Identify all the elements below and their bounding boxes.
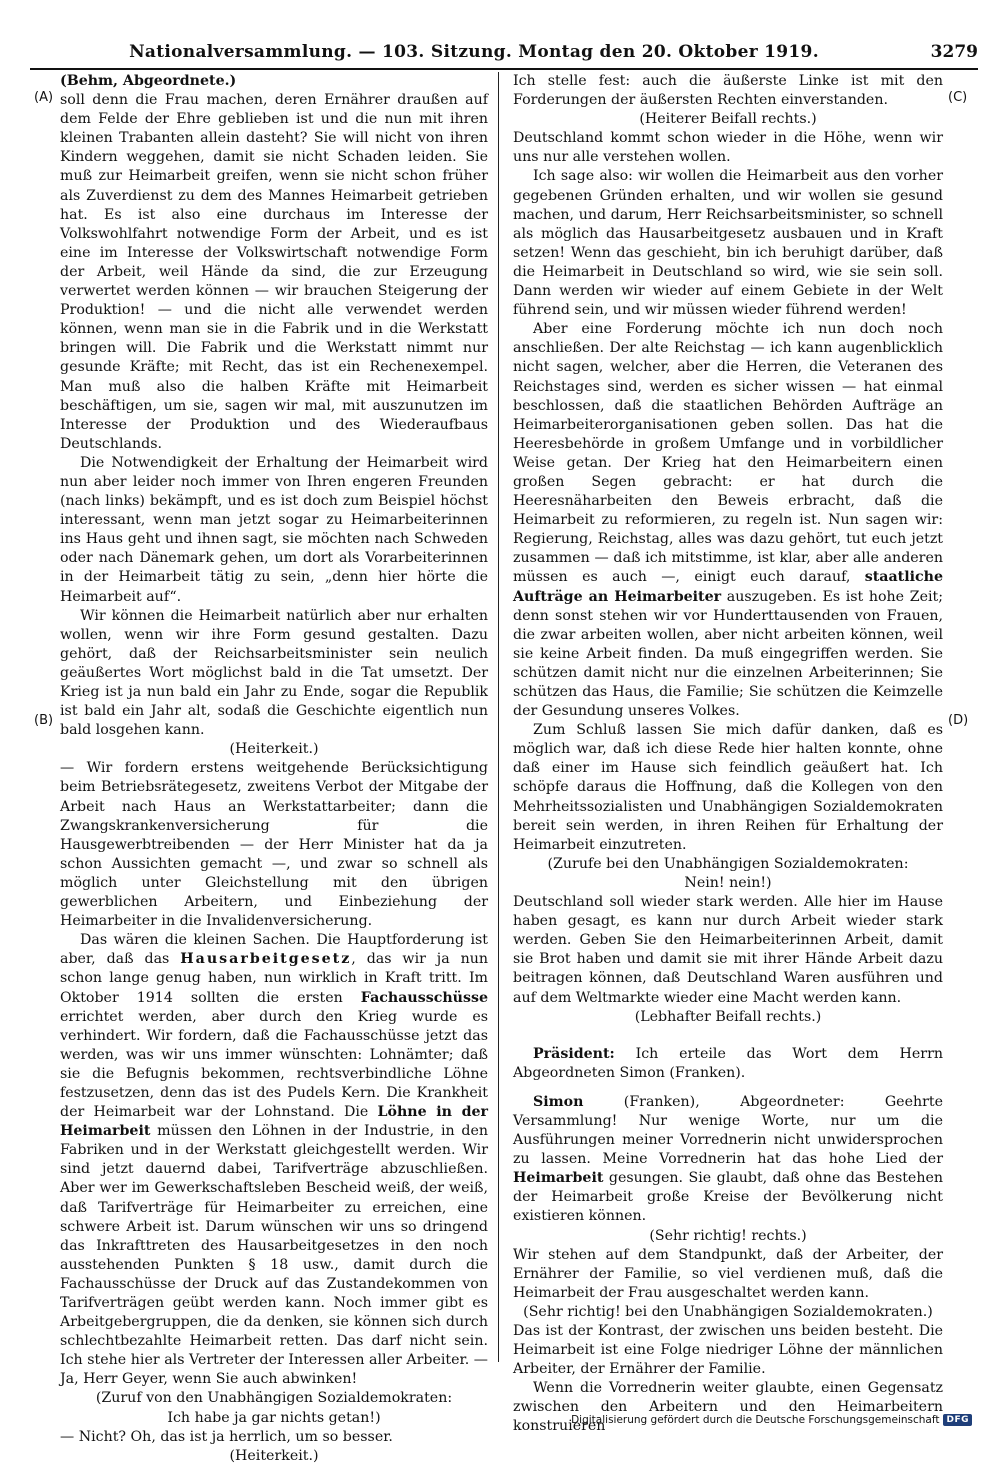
paragraph: Wir stehen auf dem Standpunkt, daß der Arbeiter, der Ernährer der Familie, so viel verdienen muß, daß die Heimarbeit der Frau ausgeschaltet werden kann. <box>513 1246 943 1301</box>
speaker-label-praesident: Präsident: <box>533 1045 615 1062</box>
interjection: (Heiterkeit.) <box>229 1447 319 1464</box>
margin-letter-c: (C) <box>948 90 968 105</box>
margin-letter-b: (B) <box>34 713 54 728</box>
interjection: (Heiterer Beifall rechts.) <box>639 111 817 128</box>
paragraph: Ich stelle fest: auch die äußerste Linke ist mit den Forderungen der äußersten Rechten einverstanden. <box>513 73 943 109</box>
text-run: , das wir ja nun schon lange genug haben, nun wirklich in Kraft tritt. Im Oktober 1914 sollten die ersten <box>60 951 488 1006</box>
paragraph-simon <box>513 1093 943 1227</box>
emphasis-staatliche-auftraege: staatliche Aufträge an Heimarbeiter <box>513 569 943 605</box>
paragraph-praesident <box>513 1045 943 1083</box>
interjection: (Sehr richtig! rechts.) <box>649 1227 807 1244</box>
paragraph: — Nicht? Oh, das ist ja herrlich, um so besser. <box>60 1428 393 1445</box>
left-column <box>60 72 488 1466</box>
page-header <box>30 40 978 70</box>
spacer <box>513 1027 943 1045</box>
speaker-note: (Behm, Abgeordnete.) <box>60 73 237 89</box>
footer <box>571 1414 972 1426</box>
footer-credit: Digitalisierung gefördert durch die Deutsche Forschungsgemeinschaft <box>571 1414 940 1426</box>
paragraph: — Wir fordern erstens weitgehende Berücksichtigung beim Betriebsrätegesetz, zweitens Verbot der Mitgabe der Arbeit nach Haus an Werkstattarbeiter; dann die Zwangskrankenversicherung für die Hausgewerbtreibenden — der Herr Minister hat da ja schon Aussichten gemacht —, und zwar so schnell als möglich unter Gleichstellung mit den übrigen gewerblichen Arbeitern, und Einbeziehung der Heimarbeiter in die Invalidenversicherung. <box>60 760 488 930</box>
column-divider <box>498 72 499 1362</box>
interjection: (Heiterkeit.) <box>229 741 319 758</box>
text-run: auszugeben. Es ist hohe Zeit; denn sonst stehen wir vor Hunderttausenden von Frauen, die zwar arbeiten wollen, aber nicht arbeiten können, weil sie keine Arbeit finden. Da muß eingegriffen werden. Sie schützen damit nicht nur die einzelnen Arbeiterinnen; Sie schützen das Haus, die Familie; Sie schützen die Keimzelle der Gesundung unseres Volkes. <box>513 588 943 720</box>
running-title: Nationalversammlung. — 103. Sitzung. Montag den 20. Oktober 1919. <box>129 42 819 62</box>
paragraph: Deutschland kommt schon wieder in die Höhe, wenn wir uns nur alle verstehen wollen. <box>513 130 943 166</box>
interjection: (Zuruf von den Unabhängigen Sozialdemokraten: <box>95 1390 453 1407</box>
emphasis-loehne: Löhne in der Heimarbeit <box>60 1104 488 1140</box>
page-number: 3279 <box>930 42 978 62</box>
text-run: müssen den Löhnen in der Industrie, in den Fabriken und in der Werkstatt gleichgestellt werden. Wir sind jetzt dauernd dabei, Tarifverträge abzuschließen. Aber wer im Gewerkschaftsleben Bescheid weiß, der weiß, daß Tarifverträge für Heimarbeiter zu erreichen, eine schwere Arbeit ist. Darum wünschen wir uns so dringend das Inkrafttreten des Hausarbeitgesetzes in den noch ausstehenden Punkten § 18 usw., damit durch die Fachausschüsse der Druck auf das Zustandekommen von Tarifverträgen geübt werden kann. Noch immer gibt es Arbeitgebergruppen, die da denken, sie können sich durch schlechtbezahlte Heimarbeit retten. Das darf nicht sein. Ich stehe hier als Vertreter der Interessen aller Arbeiter. — Ja, Herr Geyer, wenn Sie auch abwinken! <box>60 1123 488 1388</box>
paragraph: Deutschland soll wieder stark werden. Alle hier im Hause haben gesagt, es kann nur durch Arbeit wieder stark werden. Geben Sie den Heimarbeiterinnen Arbeit, damit sie Brot haben und damit sie mit ihrer Hände Arbeit dazu beitragen können, daß Deutschland Waren ausführen und auf dem Weltmarkte wieder eine Macht werden kann. <box>513 894 943 1006</box>
paragraph: Wenn die Vorrednerin weiter glaubte, einen Gegensatz zwischen den Arbeitern und den Heimarbeitern konstruieren <box>513 1380 943 1435</box>
emphasis-heimarbeit: Heimarbeit <box>513 1170 604 1187</box>
interjection: (Sehr richtig! bei den Unabhängigen Sozialdemokraten.) <box>523 1303 933 1320</box>
text-run: Das wären die kleinen Sachen. Die Hauptforderung ist aber, daß das <box>60 932 488 968</box>
text-run: gesungen. Sie glaubt, daß ohne das Bestehen der Heimarbeit große Kreise der Bevölkerung nicht existieren können. <box>513 1170 943 1225</box>
margin-letter-d: (D) <box>948 713 969 728</box>
spacer <box>513 1083 943 1093</box>
text-run: errichtet werden, aber durch den Krieg wurde es verhindert. Wir fordern, daß die Fachausschüsse jetzt das werden, was wir uns immer wünschten: Lohnämter; daß sie die Befugnis bekommen, rechtsverbindliche Löhne festzusetzen, denn das ist des Pudels Kern. Die Krankheit der Heimarbeit war der Lohnstand. Die <box>60 1008 488 1121</box>
interjection: Nein! nein!) <box>684 874 772 891</box>
paragraph: Das ist der Kontrast, der zwischen uns beiden besteht. Die Heimarbeit ist eine Folge niedriger Löhne der männlichen Arbeiter, der Ernährer der Familie. <box>513 1323 943 1378</box>
text-run: Ich erteile das Wort dem Herrn Abgeordneten Simon (Franken). <box>513 1045 943 1081</box>
paragraph: soll denn die Frau machen, deren Ernährer draußen auf dem Felde der Ehre geblieben ist und die nun mit ihren kleinen Trabanten allein dasteht? Sie will nicht von ihren Kindern weggehen, damit sie nicht Schaden leiden. Sie muß zur Heimarbeit greifen, wenn sie nicht schon früher als Zuverdienst zu dem des Mannes Heimarbeit getrieben hat. Es ist also eine durchaus im Interesse der Volkswohlfahrt notwendige Form der Arbeit, und es ist eine im Interesse der Volkswirtschaft notwendige Form der Arbeit, weil Hände da sind, die zur Erzeugung verwertet werden können — wir brauchen Steigerung der Produktion! — und die nicht alle verwendet werden können, wenn man sie in die Fabrik und in die Werkstatt bringen will. Die Fabrik und die Werkstatt nimmt nur gesunde Kräfte; mit Recht, das ist ein Rechenexempel. Man muß also die halben Kräfte mit Heimarbeit beschäftigen, um sie, sagen wir mal, mit auszunutzen im Interesse der Produktion und des Wiederaufbaus Deutschlands. <box>60 92 488 452</box>
paragraph: Die Notwendigkeit der Erhaltung der Heimarbeit wird nun aber leider noch immer von Ihren engeren Freunden (nach links) bekämpft, und es ist doch zum Beispiel höchst interessant, wenn man jetzt sogar zu Heimarbeiterinnen ins Haus geht und ihnen sagt, sie möchten nach Schweden oder nach Dänemark gehen, um dort als Vorarbeiterinnen in der Heimarbeit tätig zu sein, „denn hier hörte die Heimarbeit auf“. <box>60 454 488 605</box>
dfg-logo: DFG <box>943 1414 972 1426</box>
right-column <box>513 72 943 1437</box>
interjection: (Zurufe bei den Unabhängigen Sozialdemokraten: <box>547 855 909 872</box>
emphasis-hausarbeitgesetz: Hausarbeitgesetz <box>180 951 352 968</box>
interjection: Ich habe ja gar nichts getan!) <box>167 1409 381 1426</box>
paragraph: Wir können die Heimarbeit natürlich aber nur erhalten wollen, wenn wir ihre Form gesund gestalten. Dazu gehört, daß der Reichsarbeitsminister sein neulich geäußertes Wort möglichst bald in die Tat umsetzt. Der Krieg ist ja nun bald ein Jahr zu Ende, sogar die Republik ist bald ein Jahr alt, sodaß die Geschichte eigentlich nun bald losgehen kann. <box>60 607 488 739</box>
paragraph <box>60 931 488 1389</box>
text-run: (Franken), Abgeordneter: Geehrte Versammlung! Nur wenige Worte, nur um die Ausführungen meiner Vorrednerin nicht unwidersprochen zu lassen. Meine Vorrednerin hat das hohe Lied der <box>513 1093 943 1168</box>
text-run: Aber eine Forderung möchte ich nun doch noch anschließen. Der alte Reichstag — ich kann augenblicklich nicht sagen, welcher, aber die Herren, die Veteranen des Reichstages sind, werden es sicher wissen — hat einmal beschlossen, daß die staatlichen Behörden Aufträge an Heimarbeiterorganisationen geben sollen. Das hat die Heeresbehörde in großem Umfange und in vorbildlicher Weise getan. Der Krieg hat den Heimarbeitern einen großen Segen gebracht: er hat durch die Heeresnäharbeiten den Beweis erbracht, daß die Heimarbeit zu reformieren, zu regeln ist. Nun sagen wir: Regierung, Reichstag, alles was dazu gehört, tut euch jetzt zusammen — daß ich mitstimme, ist klar, aber alle anderen müssen es auch —, einigt euch darauf, <box>513 321 943 586</box>
emphasis-fachausschuesse: Fachausschüsse <box>360 989 488 1006</box>
paragraph <box>513 320 943 721</box>
speaker-label-simon: Simon <box>533 1093 584 1110</box>
paragraph: Zum Schluß lassen Sie mich dafür danken, daß es möglich war, daß ich diese Rede hier halten konnte, ohne daß einer im Hause sich feindlich geäußert hat. Ich schöpfe daraus die Hoffnung, daß die Kollegen von den Mehrheitssozialisten und Unabhängigen Sozialdemokraten bereit sein werden, in ihren Reihen für Erhaltung der Heimarbeit einzutreten. <box>513 722 943 853</box>
margin-letter-a: (A) <box>34 90 54 105</box>
paragraph: Ich sage also: wir wollen die Heimarbeit aus den vorher gegebenen Gründen erhalten, und wir wollen sie gesund machen, und darum, Herr Reichsarbeitsminister, so schnell als möglich das Hausarbeitgesetz ausbauen und in Kraft setzen! Wenn das geschieht, bin ich beruhigt darüber, daß die Heimarbeit in Deutschland so wird, wie sie sein soll. Dann werden wir wieder auf einem Gebiete in der Welt führend sein, und wir müssen wieder führend werden! <box>513 168 943 319</box>
interjection: (Lebhafter Beifall rechts.) <box>634 1008 822 1025</box>
